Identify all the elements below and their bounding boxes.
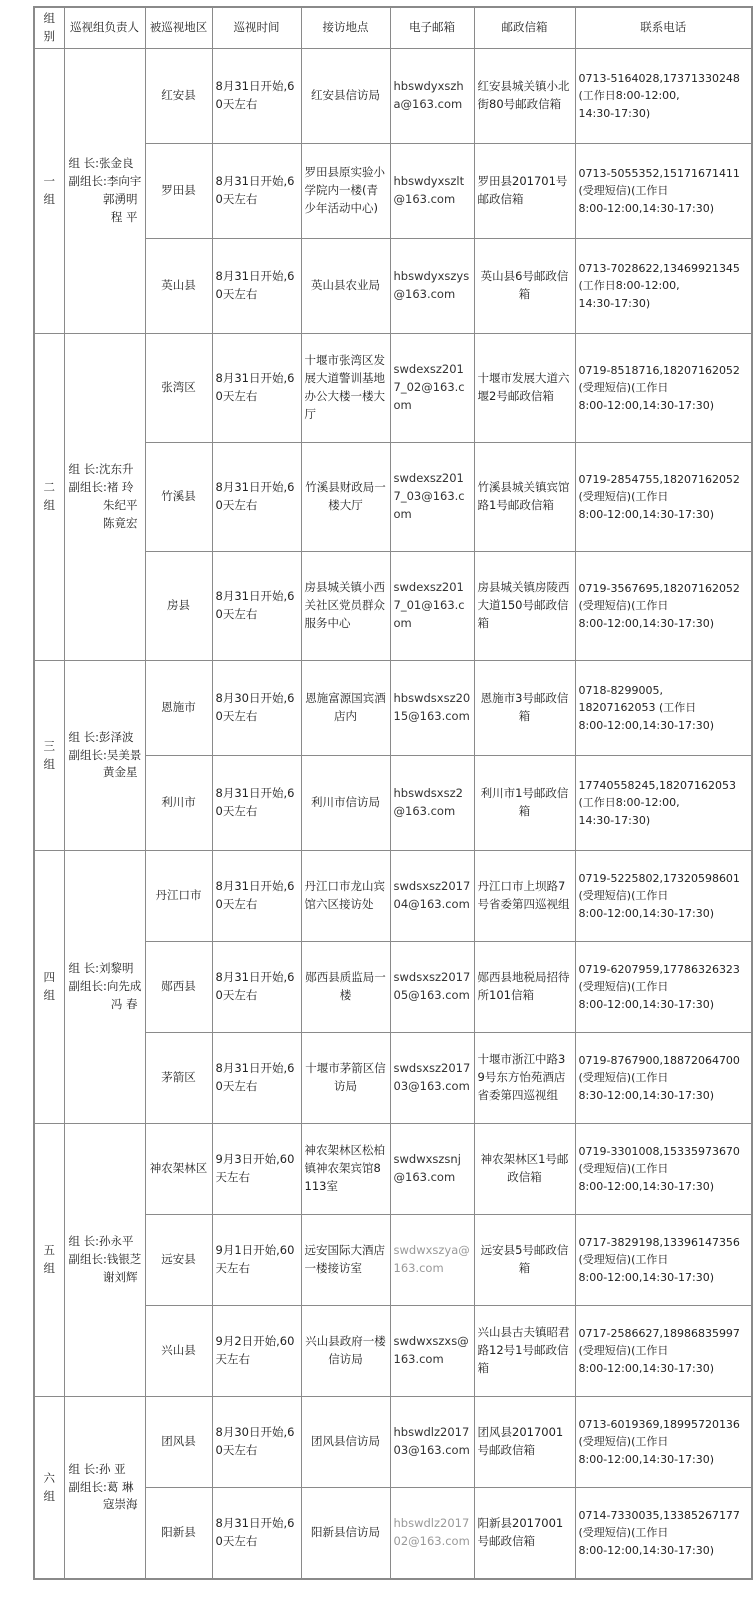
group-cell: 四 组 [34, 851, 64, 1124]
leader-cell: 组 长:刘黎明 副组长:向先成 冯 春 [64, 851, 145, 1124]
region-cell: 郧西县 [145, 942, 212, 1033]
header-region: 被巡视地区 [145, 7, 212, 49]
header-leader: 巡视组负责人 [64, 7, 145, 49]
email-cell: swdwxszsnj@163.com [390, 1124, 474, 1215]
mailbox-cell: 团风县2017001号邮政信箱 [474, 1397, 575, 1488]
mailbox-cell: 房县城关镇房陵西大道150号邮政信箱 [474, 552, 575, 661]
header-mailbox: 邮政信箱 [474, 7, 575, 49]
mailbox-cell: 远安县5号邮政信箱 [474, 1215, 575, 1306]
phone-cell: 0713-6019369,18995720136 (受理短信)(工作日 8:00-12:00,14:30-17:30) [575, 1397, 752, 1488]
mailbox-cell: 十堰市浙江中路39号东方怡苑酒店省委第四巡视组 [474, 1033, 575, 1124]
phone-cell: 0719-8767900,18872064700 (受理短信)(工作日 8:30-12:00,14:30-17:30) [575, 1033, 752, 1124]
email-cell: hbswdsxsz2@163.com [390, 756, 474, 851]
email-cell: hbswdlz201702@163.com [390, 1488, 474, 1580]
phone-cell: 0719-6207959,17786326323 (受理短信)(工作日 8:00-12:00,14:30-17:30) [575, 942, 752, 1033]
leader-cell: 组 长:孙 亚 副组长:葛 琳 寇崇海 [64, 1397, 145, 1580]
mailbox-cell: 十堰市发展大道六堰2号邮政信箱 [474, 334, 575, 443]
phone-cell: 0719-8518716,18207162052 (受理短信)(工作日 8:00-12:00,14:30-17:30) [575, 334, 752, 443]
region-cell: 茅箭区 [145, 1033, 212, 1124]
leader-cell: 组 长:张金良 副组长:李向宇 郭湧明 程 平 [64, 49, 145, 334]
header-group: 组别 [34, 7, 64, 49]
phone-cell: 0713-5055352,15171671411 (受理短信)(工作日 8:00-12:00,14:30-17:30) [575, 144, 752, 239]
email-cell: hbswdlz201703@163.com [390, 1397, 474, 1488]
phone-cell: 17740558245,18207162053 (工作日8:00-12:00, 14:30-17:30) [575, 756, 752, 851]
mailbox-cell: 郧西县地税局招待所101信箱 [474, 942, 575, 1033]
mailbox-cell: 阳新县2017001号邮政信箱 [474, 1488, 575, 1580]
header-phone: 联系电话 [575, 7, 752, 49]
table-row [34, 334, 752, 443]
email-cell: hbswdyxszha@163.com [390, 49, 474, 144]
time-cell: 8月31日开始,60天左右 [212, 1033, 301, 1124]
email-cell: swdsxsz201705@163.com [390, 942, 474, 1033]
header-time: 巡视时间 [212, 7, 301, 49]
phone-cell: 0714-7330035,13385267177 (受理短信)(工作日 8:00-12:00,14:30-17:30) [575, 1488, 752, 1580]
place-cell: 神农架林区松柏镇神农架宾馆8113室 [301, 1124, 390, 1215]
time-cell: 8月30日开始,60天左右 [212, 1397, 301, 1488]
region-cell: 远安县 [145, 1215, 212, 1306]
email-cell: swdwxszya@163.com [390, 1215, 474, 1306]
mailbox-cell: 丹江口市上坝路7号省委第四巡视组 [474, 851, 575, 942]
phone-cell: 0719-3567695,18207162052 (受理短信)(工作日 8:00-12:00,14:30-17:30) [575, 552, 752, 661]
leader-cell: 组 长:彭泽波 副组长:吴美景 黄金星 [64, 661, 145, 851]
place-cell: 十堰市茅箭区信访局 [301, 1033, 390, 1124]
place-cell: 房县城关镇小西关社区党员群众服务中心 [301, 552, 390, 661]
table-row [34, 1124, 752, 1215]
place-cell: 竹溪县财政局一楼大厅 [301, 443, 390, 552]
phone-cell: 0719-3301008,15335973670 (受理短信)(工作日 8:00-12:00,14:30-17:30) [575, 1124, 752, 1215]
region-cell: 利川市 [145, 756, 212, 851]
time-cell: 9月3日开始,60天左右 [212, 1124, 301, 1215]
time-cell: 8月31日开始,60天左右 [212, 334, 301, 443]
region-cell: 英山县 [145, 239, 212, 334]
email-cell: hbswdyxszys@163.com [390, 239, 474, 334]
mailbox-cell: 罗田县201701号邮政信箱 [474, 144, 575, 239]
place-cell: 十堰市张湾区发展大道警训基地办公大楼一楼大厅 [301, 334, 390, 443]
time-cell: 9月2日开始,60天左右 [212, 1306, 301, 1397]
inspection-table-container [33, 6, 751, 1580]
mailbox-cell: 竹溪县城关镇宾馆路1号邮政信箱 [474, 443, 575, 552]
email-cell: hbswdsxsz2015@163.com [390, 661, 474, 756]
time-cell: 8月31日开始,60天左右 [212, 756, 301, 851]
email-cell: swdsxsz201704@163.com [390, 851, 474, 942]
place-cell: 郧西县质监局一楼 [301, 942, 390, 1033]
time-cell: 8月31日开始,60天左右 [212, 942, 301, 1033]
place-cell: 阳新县信访局 [301, 1488, 390, 1580]
header-row [34, 7, 752, 49]
place-cell: 恩施富源国宾酒店内 [301, 661, 390, 756]
table-row [34, 49, 752, 144]
time-cell: 8月31日开始,60天左右 [212, 144, 301, 239]
time-cell: 8月31日开始,60天左右 [212, 552, 301, 661]
email-cell: hbswdyxszlt@163.com [390, 144, 474, 239]
mailbox-cell: 神农架林区1号邮政信箱 [474, 1124, 575, 1215]
leader-cell: 组 长:沈东升 副组长:褚 玲 朱纪平 陈竟宏 [64, 334, 145, 661]
leader-cell: 组 长:孙永平 副组长:钱银芝 谢刘辉 [64, 1124, 145, 1397]
time-cell: 8月31日开始,60天左右 [212, 49, 301, 144]
group-cell: 五 组 [34, 1124, 64, 1397]
email-cell: swdwxszxs@163.com [390, 1306, 474, 1397]
region-cell: 团风县 [145, 1397, 212, 1488]
group-cell: 三 组 [34, 661, 64, 851]
table-row [34, 851, 752, 942]
header-place: 接访地点 [301, 7, 390, 49]
time-cell: 8月31日开始,60天左右 [212, 1488, 301, 1580]
place-cell: 团风县信访局 [301, 1397, 390, 1488]
place-cell: 红安县信访局 [301, 49, 390, 144]
mailbox-cell: 红安县城关镇小北街80号邮政信箱 [474, 49, 575, 144]
region-cell: 恩施市 [145, 661, 212, 756]
place-cell: 丹江口市龙山宾馆六区接访处 [301, 851, 390, 942]
region-cell: 兴山县 [145, 1306, 212, 1397]
time-cell: 9月1日开始,60天左右 [212, 1215, 301, 1306]
place-cell: 兴山县政府一楼信访局 [301, 1306, 390, 1397]
place-cell: 英山县农业局 [301, 239, 390, 334]
email-cell: swdexsz2017_02@163.com [390, 334, 474, 443]
place-cell: 罗田县原实验小学院内一楼(青少年活动中心) [301, 144, 390, 239]
place-cell: 利川市信访局 [301, 756, 390, 851]
time-cell: 8月30日开始,60天左右 [212, 661, 301, 756]
region-cell: 竹溪县 [145, 443, 212, 552]
email-cell: swdexsz2017_03@163.com [390, 443, 474, 552]
email-cell: swdexsz2017_01@163.com [390, 552, 474, 661]
region-cell: 张湾区 [145, 334, 212, 443]
phone-cell: 0713-7028622,13469921345 (工作日8:00-12:00, 14:30-17:30) [575, 239, 752, 334]
phone-cell: 0717-3829198,13396147356 (受理短信)(工作日 8:00-12:00,14:30-17:30) [575, 1215, 752, 1306]
time-cell: 8月31日开始,60天左右 [212, 239, 301, 334]
region-cell: 阳新县 [145, 1488, 212, 1580]
place-cell: 远安国际大酒店一楼接访室 [301, 1215, 390, 1306]
time-cell: 8月31日开始,60天左右 [212, 443, 301, 552]
region-cell: 红安县 [145, 49, 212, 144]
phone-cell: 0719-2854755,18207162052 (受理短信)(工作日 8:00-12:00,14:30-17:30) [575, 443, 752, 552]
phone-cell: 0717-2586627,18986835997 (受理短信)(工作日 8:00-12:00,14:30-17:30) [575, 1306, 752, 1397]
group-cell: 二 组 [34, 334, 64, 661]
region-cell: 罗田县 [145, 144, 212, 239]
inspection-schedule-table [33, 6, 753, 1580]
table-row [34, 661, 752, 756]
mailbox-cell: 兴山县古夫镇昭君路12号1号邮政信箱 [474, 1306, 575, 1397]
phone-cell: 0718-8299005, 18207162053 (工作日 8:00-12:00,14:30-17:30) [575, 661, 752, 756]
mailbox-cell: 利川市1号邮政信箱 [474, 756, 575, 851]
region-cell: 丹江口市 [145, 851, 212, 942]
group-cell: 六 组 [34, 1397, 64, 1580]
group-cell: 一 组 [34, 49, 64, 334]
header-email: 电子邮箱 [390, 7, 474, 49]
phone-cell: 0719-5225802,17320598601 (受理短信)(工作日 8:00-12:00,14:30-17:30) [575, 851, 752, 942]
email-cell: swdsxsz201703@163.com [390, 1033, 474, 1124]
mailbox-cell: 恩施市3号邮政信箱 [474, 661, 575, 756]
mailbox-cell: 英山县6号邮政信箱 [474, 239, 575, 334]
region-cell: 神农架林区 [145, 1124, 212, 1215]
table-row [34, 1397, 752, 1488]
phone-cell: 0713-5164028,17371330248 (工作日8:00-12:00, 14:30-17:30) [575, 49, 752, 144]
region-cell: 房县 [145, 552, 212, 661]
time-cell: 8月31日开始,60天左右 [212, 851, 301, 942]
